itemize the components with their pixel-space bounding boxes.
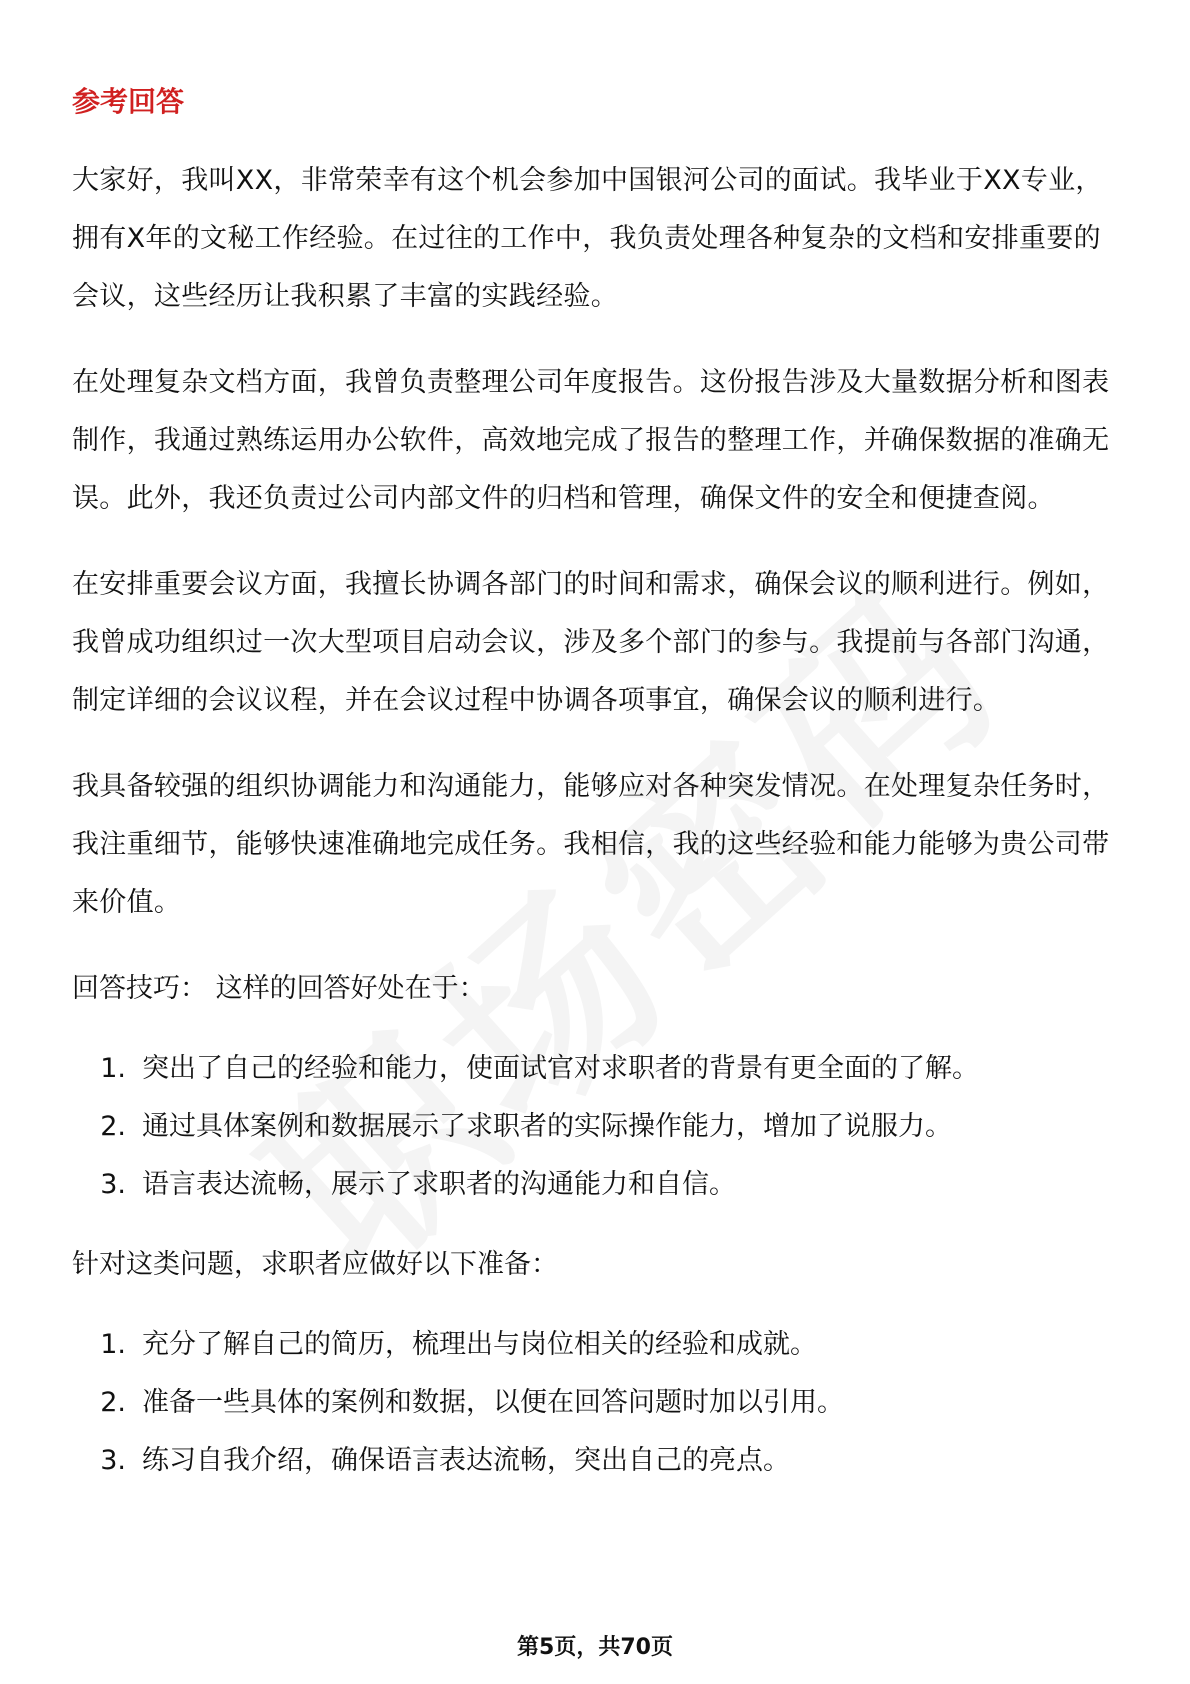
page-footer: 第5页，共70页 — [517, 1635, 673, 1660]
list-text: 准备一些具体的案例和数据，以便在回答问题时加以引用。 — [142, 1387, 844, 1418]
document-body — [72, 82, 1122, 1512]
list-number: 1. — [100, 1053, 126, 1084]
list-number: 2. — [100, 1111, 126, 1142]
list-number: 3. — [100, 1445, 126, 1476]
list-item — [72, 1374, 1122, 1432]
list-text: 充分了解自己的简历，梳理出与岗位相关的经验和成就。 — [142, 1329, 817, 1360]
list-item — [72, 1040, 1122, 1098]
list-number: 3. — [100, 1169, 126, 1200]
list-number: 1. — [100, 1329, 126, 1360]
section-title: 参考回答 — [72, 85, 185, 118]
tips-label: 回答技巧： 这样的回答好处在于： — [72, 973, 486, 1004]
list-item — [72, 1432, 1122, 1490]
list-text: 突出了自己的经验和能力，使面试官对求职者的背景有更全面的了解。 — [142, 1053, 979, 1084]
tips-list — [72, 1040, 1122, 1214]
prep-label: 针对这类问题，求职者应做好以下准备： — [72, 1249, 558, 1280]
list-text: 语言表达流畅，展示了求职者的沟通能力和自信。 — [142, 1169, 736, 1200]
list-number: 2. — [100, 1387, 126, 1418]
answer-paragraph-3: 在安排重要会议方面，我擅长协调各部门的时间和需求，确保会议的顺利进行。例如，我曾成功组织过一次大型项目启动会议，涉及多个部门的参与。我提前与各部门沟通，制定详细的会议议程，并在会议过程中协调各项事宜，确保会议的顺利进行。 — [72, 569, 1110, 716]
list-item — [72, 1316, 1122, 1374]
answer-paragraph-1: 大家好，我叫XX，非常荣幸有这个机会参加中国银河公司的面试。我毕业于XX专业，拥有X年的文秘工作经验。在过往的工作中，我负责处理各种复杂的文档和安排重要的会议，这些经历让我积累了丰富的实践经验。 — [72, 165, 1103, 312]
list-text: 通过具体案例和数据展示了求职者的实际操作能力，增加了说服力。 — [142, 1111, 952, 1142]
list-item — [72, 1156, 1122, 1214]
answer-paragraph-2: 在处理复杂文档方面，我曾负责整理公司年度报告。这份报告涉及大量数据分析和图表制作，我通过熟练运用办公软件，高效地完成了报告的整理工作，并确保数据的准确无误。此外，我还负责过公司内部文件的归档和管理，确保文件的安全和便捷查阅。 — [72, 367, 1110, 514]
answer-paragraph-4: 我具备较强的组织协调能力和沟通能力，能够应对各种突发情况。在处理复杂任务时，我注重细节，能够快速准确地完成任务。我相信，我的这些经验和能力能够为贵公司带来价值。 — [72, 771, 1110, 918]
prep-list — [72, 1316, 1122, 1490]
list-item — [72, 1098, 1122, 1156]
list-text: 练习自我介绍，确保语言表达流畅，突出自己的亮点。 — [142, 1445, 790, 1476]
